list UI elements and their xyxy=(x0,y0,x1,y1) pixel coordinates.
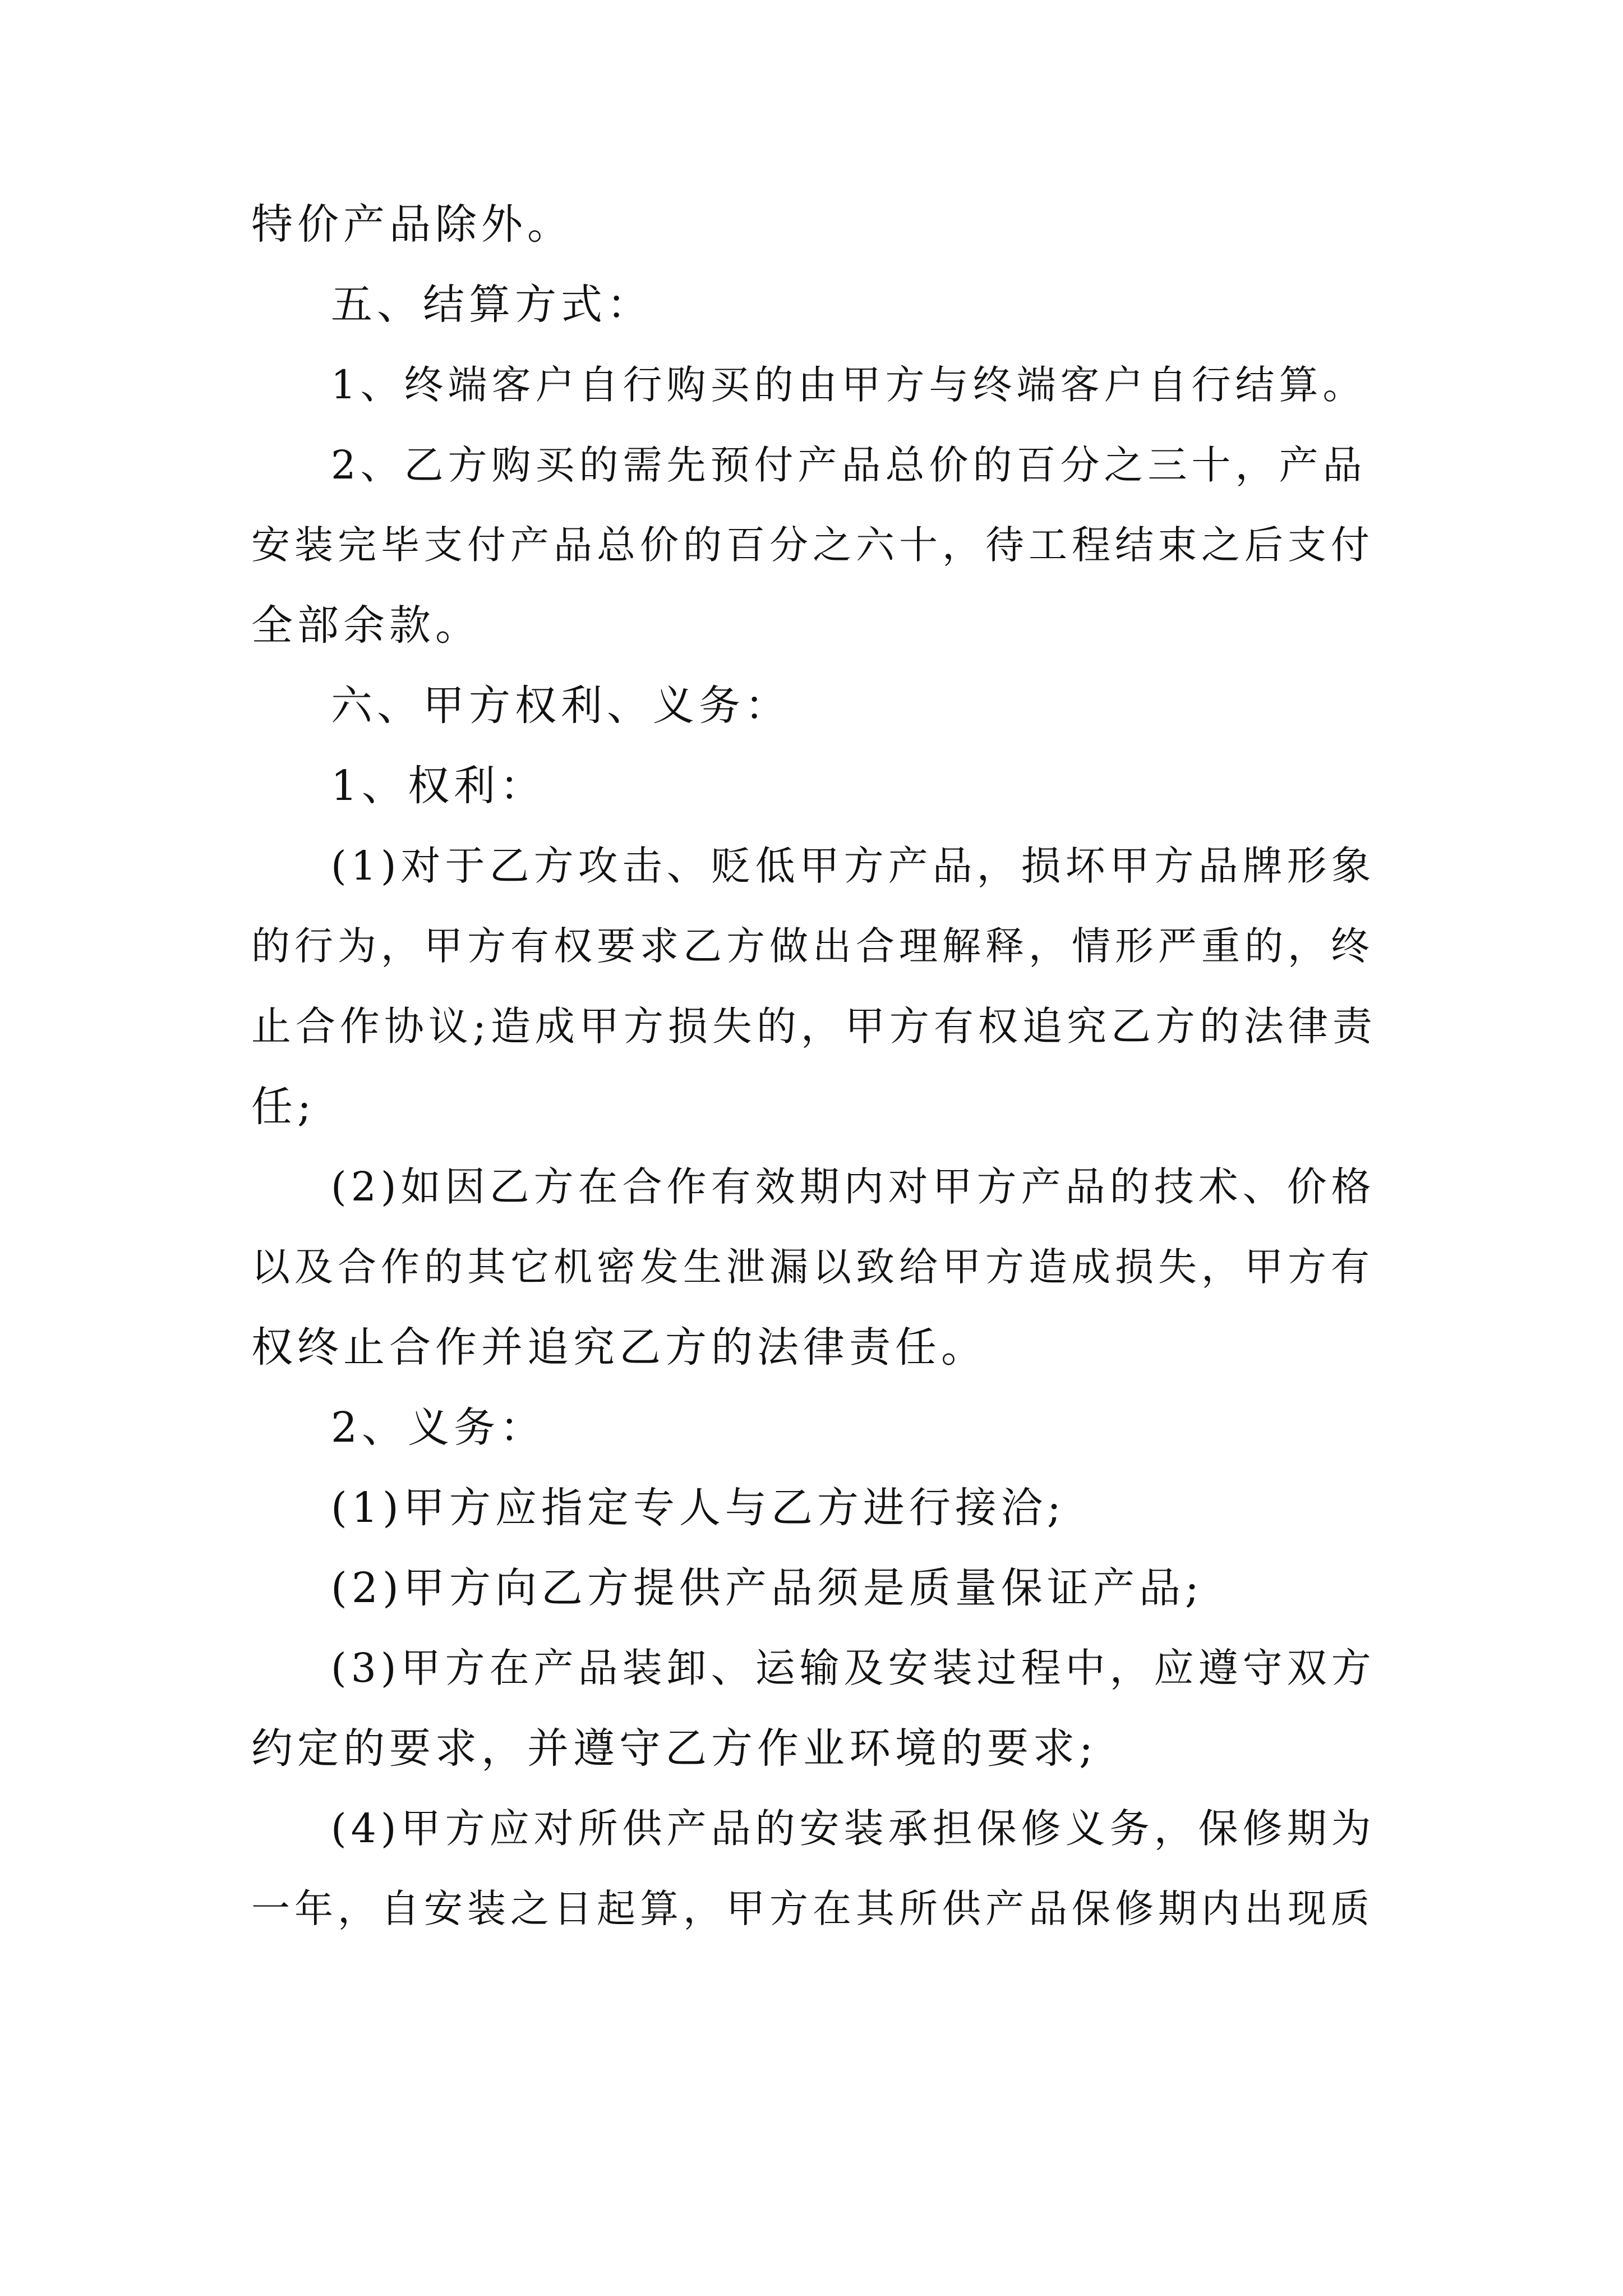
text-line: 任; xyxy=(251,1083,316,1131)
text-line: 全部余款。 xyxy=(251,601,481,650)
text-line: 权终止合作并追究乙方的法律责任。 xyxy=(251,1323,987,1372)
text-line: 约定的要求，并遵守乙方作业环境的要求; xyxy=(251,1724,1098,1773)
text-line: 特价产品除外。 xyxy=(251,200,573,249)
text-line: 以及合作的其它机密发生泄漏以致给甲方造成损失，甲方有 xyxy=(251,1245,1374,1290)
text-line: (2)甲方向乙方提供产品须是质量保证产品; xyxy=(331,1564,1204,1612)
text-line: 的行为，甲方有权要求乙方做出合理解释，情形严重的，终 xyxy=(251,924,1374,969)
text-line: (2)如因乙方在合作有效期内对甲方产品的技术、价格 xyxy=(331,1163,1376,1210)
text-line: (3)甲方在产品装卸、运输及安装过程中，应遵守双方 xyxy=(331,1645,1376,1691)
text-line: 安装完毕支付产品总价的百分之六十，待工程结束之后支付 xyxy=(251,523,1374,568)
subsection-heading: 2、义务： xyxy=(331,1404,546,1452)
section-heading: 五、结算方式： xyxy=(331,280,653,329)
text-line: (1)对于乙方攻击、贬低甲方产品，损坏甲方品牌形象 xyxy=(331,843,1376,889)
text-line: (1)甲方应指定专人与乙方进行接洽; xyxy=(331,1484,1066,1532)
section-heading: 六、甲方权利、义务： xyxy=(331,682,791,730)
text-line: 2、乙方购买的需先预付产品总价的百分之三十，产品 xyxy=(331,442,1367,488)
text-line: 1、终端客户自行购买的由甲方与终端客户自行结算。 xyxy=(331,362,1367,408)
text-line: 一年，自安装之日起算，甲方在其所供产品保修期内出现质 xyxy=(251,1887,1374,1931)
subsection-heading: 1、权利： xyxy=(331,762,546,810)
text-line: (4)甲方应对所供产品的安装承担保修义务，保修期为 xyxy=(331,1805,1376,1852)
text-line: 止合作协议;造成甲方损失的，甲方有权追究乙方的法律责 xyxy=(251,1003,1377,1050)
